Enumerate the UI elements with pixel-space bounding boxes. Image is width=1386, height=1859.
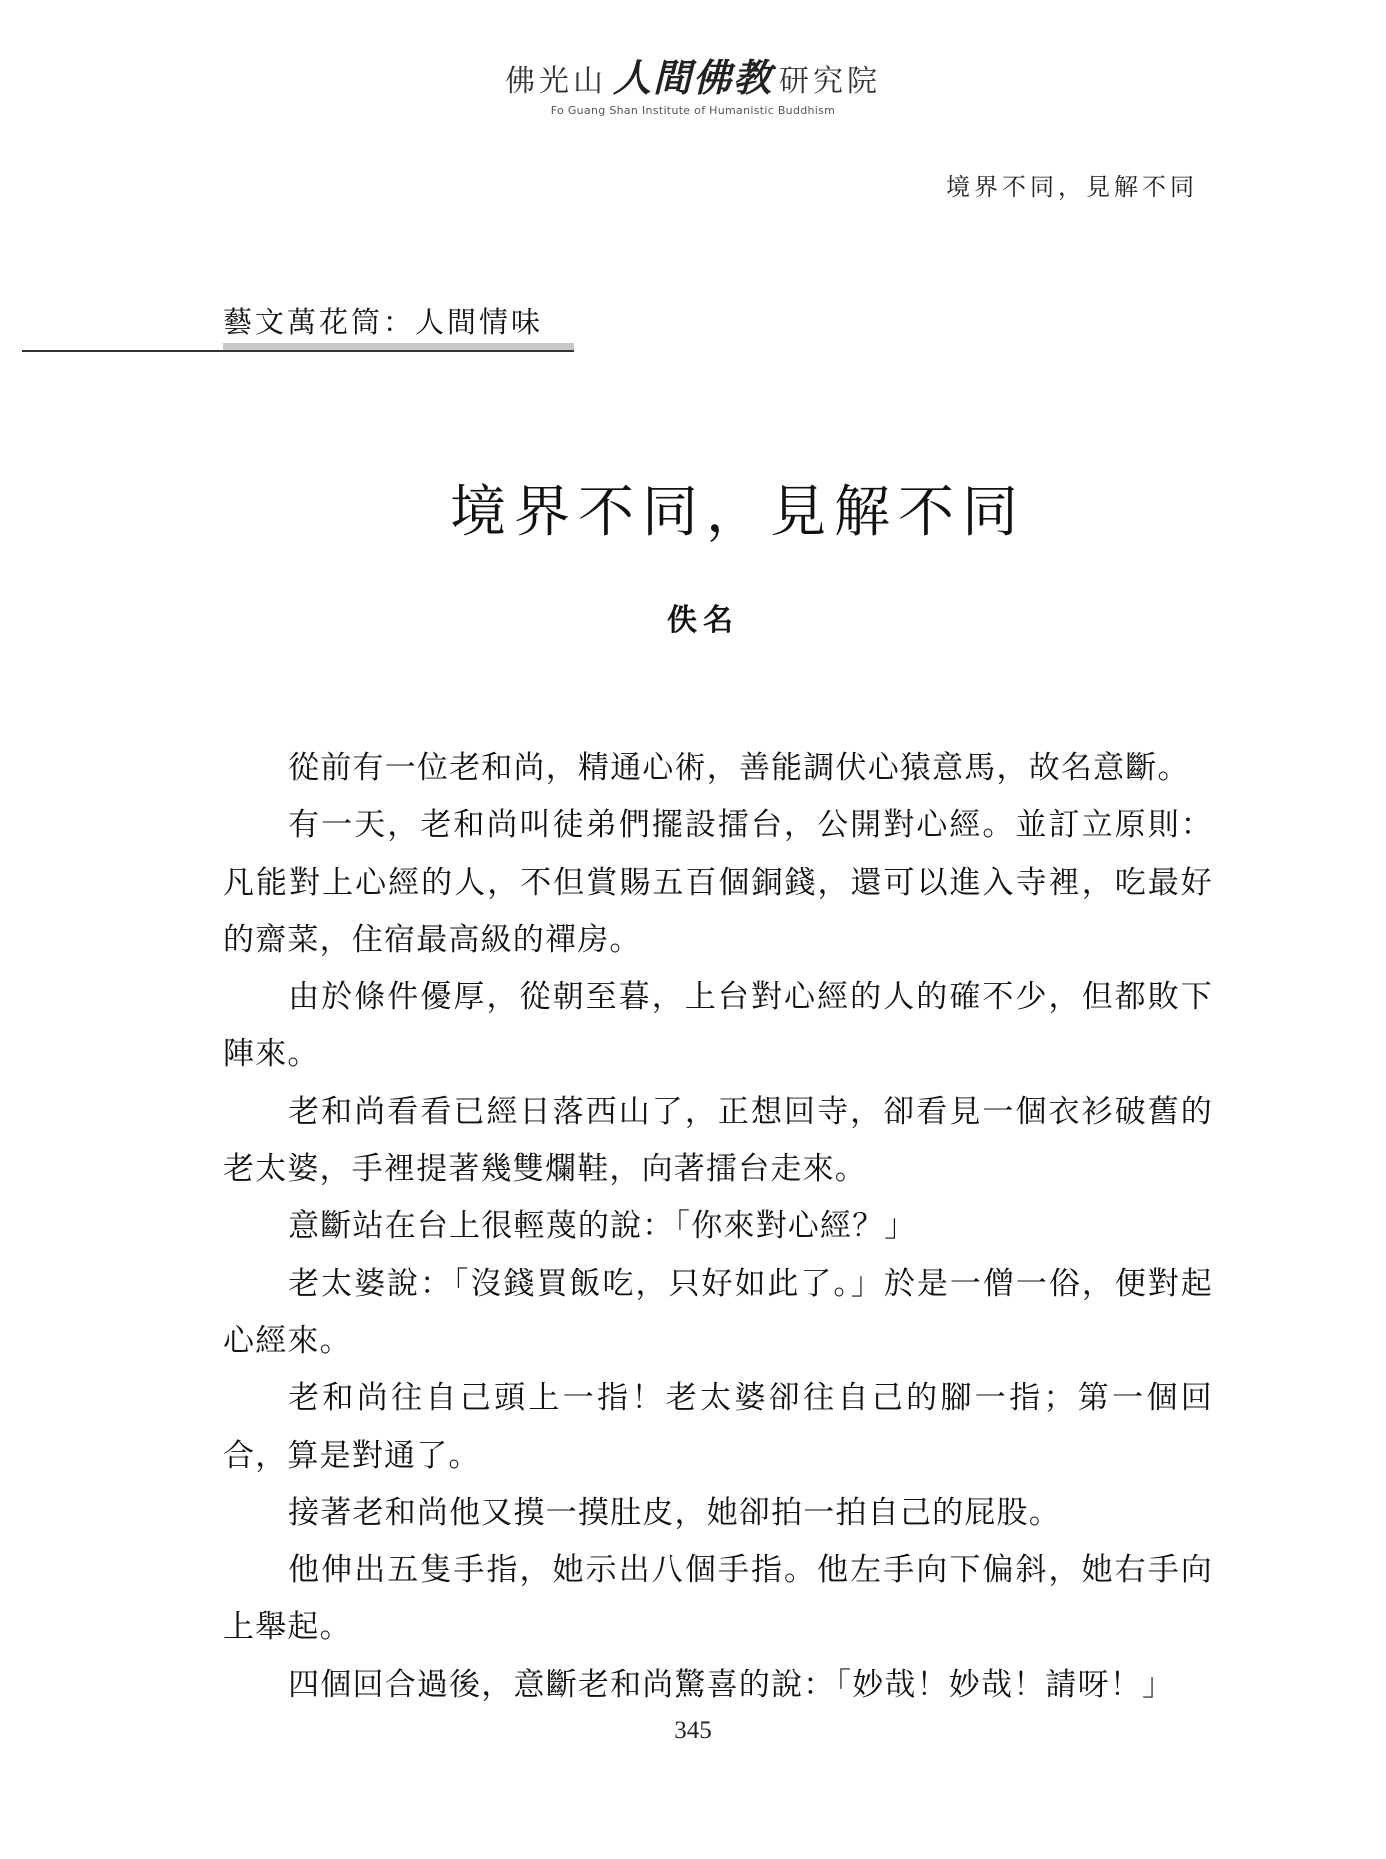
logo-chinese [0, 55, 1386, 102]
article-body [223, 740, 1213, 1714]
logo-left-text: 佛光山 [504, 64, 607, 99]
institute-logo [0, 55, 1386, 117]
running-head: 境界不同，見解不同 [946, 173, 1198, 201]
paragraph: 老和尚往自己頭上一指！老太婆卻往自己的腳一指；第一個回合，算是對通了。 [223, 1380, 1213, 1474]
article-title: 境界不同，見解不同 [450, 480, 1026, 545]
paragraph: 老和尚看看已經日落西山了，正想回寺，卻看見一個衣衫破舊的老太婆，手裡提著幾雙爛鞋，向著擂台走來。 [223, 1093, 1213, 1188]
section-label: 藝文萬花筒：人間情味 [223, 305, 544, 339]
page-number: 345 [674, 1717, 712, 1744]
paragraph: 老太婆說：「沒錢買飯吃，只好如此了。」於是一僧一俗，便對起心經來。 [223, 1265, 1213, 1359]
paragraph: 由於條件優厚，從朝至暮，上台對心經的人的確不少，但都敗下陣來。 [223, 979, 1213, 1073]
paragraph: 四個回合過後，意斷老和尚驚喜的說：「妙哉！妙哉！請呀！」 [288, 1666, 1175, 1703]
logo-right-text: 研究院 [779, 64, 881, 99]
paragraph: 有一天，老和尚叫徒弟們擺設擂台，公開對心經。並訂立原則：凡能對上心經的人，不但賞賜五百個銅錢，還可以進入寺裡，吃最好的齋菜，住宿最高級的禪房。 [223, 807, 1213, 958]
paragraph: 從前有一位老和尚，精通心術，善能調伏心猿意馬，故名意斷。 [288, 750, 1190, 786]
paragraph: 意斷站在台上很輕蔑的說：「你來對心經？」 [288, 1208, 917, 1245]
section-rule [22, 350, 574, 352]
logo-english-text: Fo Guang Shan Institute of Humanistic Buddhism [550, 104, 836, 117]
logo-script-text: 人間佛教 [612, 55, 773, 100]
paragraph: 接著老和尚他又摸一摸肚皮，她卻拍一拍自己的屁股。 [288, 1494, 1061, 1531]
paragraph: 他伸出五隻手指，她示出八個手指。他左手向下偏斜，她右手向上舉起。 [223, 1552, 1213, 1646]
article-author: 佚名 [667, 603, 739, 638]
